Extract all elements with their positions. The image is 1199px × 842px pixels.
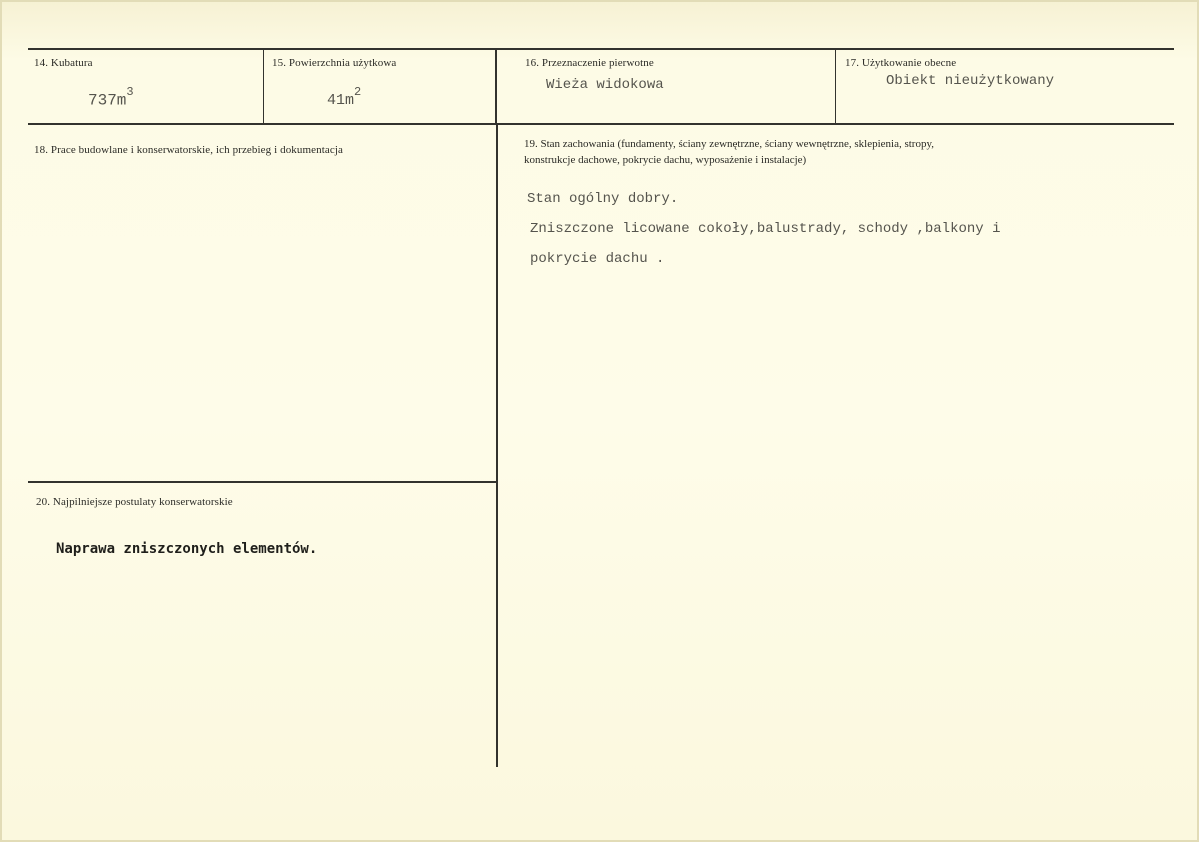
field-14-exponent: 3	[126, 85, 134, 99]
field-17-label: 17. Użytkowanie obecne	[845, 57, 957, 69]
field-14-label: 14. Kubatura	[34, 57, 93, 69]
top-border-line	[28, 48, 1174, 50]
field-16-label: 16. Przeznaczenie pierwotne	[525, 57, 654, 69]
divider-18-20	[28, 481, 497, 483]
field-19-text-line2: Zniszczone licowane cokoły,balustrady, schody ,balkony i	[530, 221, 1001, 237]
field-19-label-line1: 19. Stan zachowania (fundamenty, ściany zewnętrzne, ściany wewnętrzne, sklepienia, stropy,	[524, 138, 935, 150]
field-15-number: 41m	[327, 92, 355, 109]
field-20-label: 20. Najpilniejsze postulaty konserwatorskie	[36, 496, 233, 508]
divider-15-16	[495, 49, 497, 124]
field-15-exponent: 2	[354, 85, 362, 99]
field-19-text-line1: Stan ogólny dobry.	[527, 191, 679, 207]
field-19-text-line3: pokrycie dachu .	[530, 251, 665, 267]
field-15-label: 15. Powierzchnia użytkowa	[272, 57, 397, 69]
field-20-value: Naprawa zniszczonych elementów.	[56, 541, 318, 557]
field-17-value: Obiekt nieużytkowany	[886, 73, 1055, 89]
field-18-label: 18. Prace budowlane i konserwatorskie, ich przebieg i dokumentacja	[34, 144, 343, 156]
header-row-divider	[28, 123, 1174, 125]
field-19-label-line2: konstrukcje dachowe, pokrycie dachu, wyposażenie i instalacje)	[524, 154, 807, 166]
divider-16-17	[835, 49, 836, 124]
field-16-value: Wieża widokowa	[546, 77, 664, 93]
field-14-value	[88, 85, 134, 110]
field-19-label	[524, 136, 1084, 168]
main-column-divider	[496, 124, 498, 767]
field-15-value	[327, 85, 362, 109]
divider-14-15	[263, 49, 264, 124]
field-14-number: 737m	[88, 91, 127, 110]
